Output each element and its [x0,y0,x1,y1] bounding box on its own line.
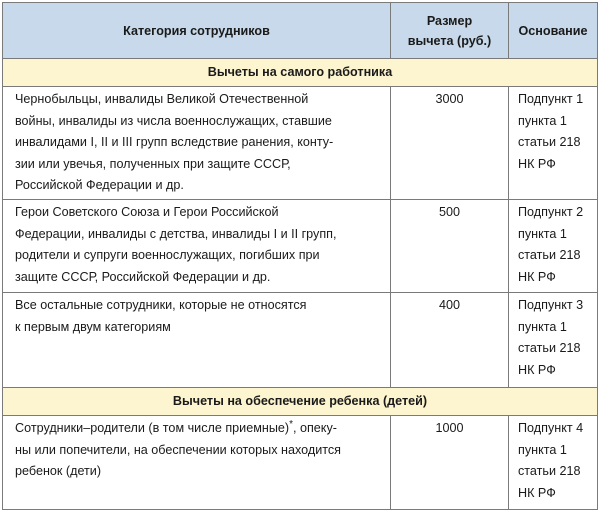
basis-cell [509,293,598,388]
basis-line: НК РФ [518,156,556,171]
category-line: ребенок (дети) [15,464,102,479]
header-amount [391,3,509,59]
category-line: зии или увечья, полученных при защите СССР, [15,156,291,171]
basis-line: статьи 218 [518,464,581,479]
category-line: , опеку- [292,421,337,435]
basis-line: Подпункт 2 [518,205,584,219]
category-line: инвалидами I, II и III групп вследствие ранения, конту- [15,135,334,150]
table-row [3,87,598,200]
basis-line: Подпункт 3 [518,298,584,312]
amount-cell: 500 [391,200,509,293]
category-line: ны или попечители, на обеспечении которых находится [15,442,341,457]
basis-line: пункта 1 [518,442,567,457]
category-line: Все остальные сотрудники, которые не относятся [15,298,307,312]
category-line: Российской Федерации и др. [15,178,184,193]
category-cell [3,416,391,510]
section-row [3,59,598,87]
category-line: родители и супруги военнослужащих, погибших при [15,248,320,263]
deductions-table [2,2,598,510]
basis-line: Подпункт 4 [518,421,584,435]
table-row [3,416,598,510]
section-title: Вычеты на самого работника [3,59,598,87]
header-basis: Основание [509,3,598,59]
section-title: Вычеты на обеспечение ребенка (детей) [3,388,598,416]
basis-line: статьи 218 [518,135,581,150]
basis-line: НК РФ [518,485,556,500]
category-line: Сотрудники–родители (в том числе приемные) [15,421,290,435]
header-row [3,3,598,59]
category-line: Герои Советского Союза и Герои Российской [15,205,279,219]
category-line: Федерации, инвалиды с детства, инвалиды I и II групп, [15,226,337,241]
basis-line: статьи 218 [518,248,581,263]
category-cell [3,87,391,200]
basis-line: НК РФ [518,269,556,284]
amount-cell: 400 [391,293,509,388]
deductions-table-wrapper [2,2,597,513]
basis-line: статьи 218 [518,341,581,356]
basis-cell [509,87,598,200]
footnote-star: * [289,419,293,430]
header-amount-line1: Размер [426,13,473,28]
basis-line: НК РФ [518,362,556,377]
section-row [3,388,598,416]
category-cell [3,200,391,293]
category-line: Чернобыльцы, инвалиды Великой Отечественной [15,92,309,106]
basis-cell [509,416,598,510]
header-amount-line2: вычета (руб.) [407,33,492,48]
category-line: войны, инвалиды из числа военнослужащих, ставшие [15,113,332,128]
basis-line: пункта 1 [518,113,567,128]
amount-cell: 1000 [391,416,509,510]
amount-cell: 3000 [391,87,509,200]
basis-line: пункта 1 [518,226,567,241]
basis-line: пункта 1 [518,319,567,334]
category-line: защите СССР, Российской Федерации и др. [15,269,271,284]
table-row [3,200,598,293]
header-category: Категория сотрудников [3,3,391,59]
basis-line: Подпункт 1 [518,92,584,106]
table-row [3,293,598,388]
basis-cell [509,200,598,293]
category-line: к первым двум категориям [15,319,171,334]
category-cell [3,293,391,388]
